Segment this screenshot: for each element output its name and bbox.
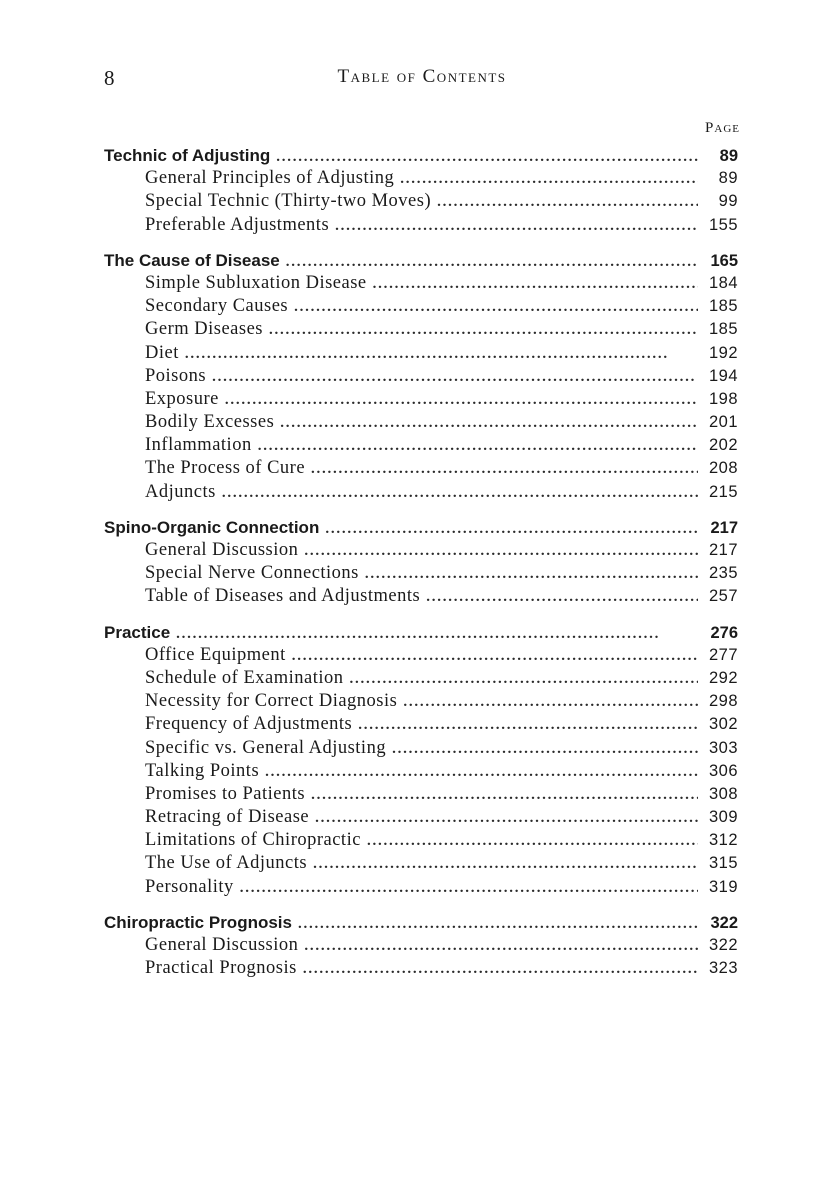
- toc-section: [104, 516, 738, 609]
- toc-chapter-entry[interactable]: [104, 144, 738, 167]
- toc-chapter-entry-page-number: 276: [710, 623, 738, 642]
- toc-subentry-label: Bodily Excesses: [145, 412, 275, 433]
- toc-subentry-label: Simple Subluxation Disease: [145, 272, 367, 293]
- toc-subentry-page-number: 185: [708, 297, 738, 316]
- dot-leader: [367, 830, 698, 852]
- toc-subentry[interactable]: [104, 829, 738, 852]
- toc-subentry-label: Secondary Causes: [145, 296, 289, 317]
- dot-leader: [240, 877, 698, 899]
- toc-subentry[interactable]: [104, 388, 738, 411]
- toc-subentry[interactable]: [104, 167, 738, 190]
- toc-subentry-label: Necessity for Correct Diagnosis: [145, 691, 398, 712]
- toc-subentry[interactable]: [104, 295, 738, 318]
- table-of-contents: [104, 144, 738, 992]
- dot-leader: [426, 586, 698, 608]
- dot-leader: [437, 191, 698, 213]
- toc-subentry-label: The Use of Adjuncts: [145, 853, 308, 874]
- toc-subentry[interactable]: [104, 934, 738, 957]
- toc-subentry[interactable]: [104, 806, 738, 829]
- toc-subentry[interactable]: [104, 667, 738, 690]
- toc-subentry-label: Special Technic (Thirty-two Moves): [145, 191, 432, 212]
- toc-subentry-label: Frequency of Adjustments: [145, 714, 353, 735]
- toc-subentry-page-number: 309: [708, 808, 738, 827]
- dot-leader: [350, 668, 698, 690]
- toc-subentry-label: General Discussion: [145, 540, 299, 560]
- toc-subentry[interactable]: [104, 342, 738, 365]
- dot-leader: [304, 935, 698, 957]
- dot-leader: [176, 623, 698, 644]
- dot-leader: [315, 807, 698, 829]
- toc-subentry-page-number: 208: [708, 459, 738, 478]
- toc-chapter-entry-page-number: 89: [719, 147, 738, 165]
- toc-subentry-label: Poisons: [145, 365, 207, 386]
- toc-section: [104, 911, 738, 981]
- dot-leader: [258, 435, 698, 457]
- page-column-label: Page: [705, 120, 740, 136]
- toc-subentry-page-number: 306: [708, 761, 738, 780]
- toc-subentry-label: Retracing of Disease: [145, 807, 310, 828]
- toc-subentry[interactable]: [104, 365, 738, 388]
- toc-subentry-page-number: 235: [708, 564, 738, 583]
- toc-subentry[interactable]: [104, 783, 738, 806]
- toc-subentry-page-number: 308: [708, 784, 738, 803]
- toc-subentry-page-number: 322: [708, 936, 738, 954]
- toc-subentry-label: Adjuncts: [145, 481, 216, 502]
- toc-subentry-page-number: 319: [708, 877, 738, 896]
- toc-subentry-label: Personality: [145, 876, 234, 897]
- toc-subentry-page-number: 185: [708, 320, 738, 339]
- toc-subentry-page-number: 257: [708, 587, 738, 606]
- toc-subentry-label: General Discussion: [145, 935, 299, 955]
- toc-subentry-page-number: 89: [718, 169, 738, 188]
- dot-leader: [280, 412, 698, 434]
- toc-subentry-label: General Principles of Adjusting: [145, 168, 395, 189]
- toc-subentry-label: Germ Diseases: [145, 319, 263, 340]
- toc-chapter-entry[interactable]: [104, 249, 738, 272]
- toc-subentry-page-number: 277: [708, 645, 738, 664]
- toc-subentry-label: Limitations of Chiropractic: [145, 830, 361, 851]
- toc-chapter-entry-label: Chiropractic Prognosis: [104, 912, 292, 932]
- toc-section: [104, 144, 738, 237]
- toc-subentry[interactable]: [104, 644, 738, 667]
- toc-chapter-entry[interactable]: [104, 516, 738, 539]
- toc-chapter-entry-label: Practice: [104, 622, 171, 642]
- toc-subentry[interactable]: [104, 690, 738, 713]
- toc-subentry[interactable]: [104, 457, 738, 480]
- toc-subentry[interactable]: [104, 411, 738, 434]
- toc-subentry-page-number: 312: [708, 831, 738, 850]
- toc-subentry-label: The Process of Cure: [145, 458, 306, 479]
- toc-subentry[interactable]: [104, 876, 738, 899]
- dot-leader: [311, 784, 698, 806]
- running-head: [104, 66, 740, 96]
- dot-leader: [304, 540, 698, 562]
- dot-leader: [298, 913, 698, 934]
- toc-chapter-entry-label: Technic of Adjusting: [104, 146, 271, 165]
- dot-leader: [313, 853, 698, 875]
- dot-leader: [403, 691, 698, 713]
- toc-subentry-label: Exposure: [145, 388, 219, 409]
- dot-leader: [185, 343, 698, 365]
- dot-leader: [358, 714, 698, 736]
- toc-section: [104, 621, 738, 899]
- dot-leader: [265, 761, 698, 783]
- toc-subentry-label: Practical Prognosis: [145, 958, 297, 979]
- toc-subentry[interactable]: [104, 585, 738, 608]
- toc-subentry[interactable]: [104, 737, 738, 760]
- dot-leader: [225, 389, 698, 411]
- dot-leader: [373, 273, 698, 295]
- dot-leader: [286, 251, 698, 272]
- toc-chapter-entry-page-number: 217: [710, 518, 738, 537]
- toc-subentry[interactable]: [104, 318, 738, 341]
- toc-subentry-page-number: 298: [708, 692, 738, 711]
- toc-subentry-label: Talking Points: [145, 760, 260, 781]
- running-title: Table of Contents: [337, 66, 507, 87]
- toc-subentry-page-number: 194: [708, 366, 738, 385]
- toc-subentry-label: Office Equipment: [145, 644, 286, 665]
- toc-subentry-label: Table of Diseases and Adjustments: [145, 586, 421, 607]
- toc-subentry[interactable]: [104, 562, 738, 585]
- dot-leader: [392, 738, 698, 760]
- toc-subentry-page-number: 215: [708, 482, 738, 501]
- toc-subentry[interactable]: [104, 190, 738, 213]
- dot-leader: [294, 296, 698, 318]
- toc-subentry-page-number: 198: [708, 389, 738, 408]
- page-number: 8: [104, 66, 115, 90]
- toc-subentry-page-number: 217: [708, 541, 738, 559]
- toc-subentry[interactable]: [104, 713, 738, 736]
- toc-subentry[interactable]: [104, 760, 738, 783]
- dot-leader: [303, 958, 698, 980]
- toc-subentry[interactable]: [104, 957, 738, 980]
- toc-subentry-label: Specific vs. General Adjusting: [145, 737, 387, 758]
- dot-leader: [222, 482, 698, 504]
- toc-subentry[interactable]: [104, 539, 738, 562]
- toc-subentry-page-number: 323: [708, 959, 738, 978]
- toc-subentry-label: Preferable Adjustments: [145, 214, 330, 235]
- toc-chapter-entry-label: The Cause of Disease: [104, 250, 280, 270]
- toc-subentry-page-number: 303: [708, 738, 738, 757]
- toc-subentry-page-number: 201: [708, 413, 738, 432]
- dot-leader: [311, 458, 698, 480]
- toc-chapter-entry[interactable]: [104, 911, 738, 934]
- toc-subentry-label: Special Nerve Connections: [145, 563, 359, 584]
- toc-subentry-page-number: 302: [708, 715, 738, 734]
- toc-subentry-label: Schedule of Examination: [145, 667, 344, 688]
- toc-section: [104, 249, 738, 504]
- dot-leader: [325, 518, 698, 539]
- dot-leader: [335, 215, 698, 237]
- toc-chapter-entry-page-number: 322: [710, 913, 738, 932]
- toc-subentry[interactable]: [104, 481, 738, 504]
- dot-leader: [292, 645, 698, 667]
- toc-chapter-entry-page-number: 165: [710, 251, 738, 270]
- dot-leader: [365, 563, 698, 585]
- toc-subentry-label: Diet: [145, 342, 179, 363]
- toc-subentry-page-number: 99: [718, 192, 738, 211]
- toc-subentry-page-number: 292: [708, 668, 738, 687]
- toc-subentry-page-number: 202: [708, 436, 738, 455]
- toc-subentry-page-number: 184: [708, 273, 738, 292]
- toc-subentry[interactable]: [104, 272, 738, 295]
- toc-subentry-label: Inflammation: [145, 435, 252, 456]
- toc-subentry[interactable]: [104, 852, 738, 875]
- toc-subentry-page-number: 315: [708, 854, 738, 873]
- toc-chapter-entry[interactable]: [104, 621, 738, 644]
- dot-leader: [269, 319, 698, 341]
- dot-leader: [276, 146, 698, 167]
- toc-subentry[interactable]: [104, 214, 738, 237]
- dot-leader: [212, 366, 698, 388]
- toc-subentry-label: Promises to Patients: [145, 783, 306, 804]
- toc-subentry-page-number: 155: [708, 215, 738, 234]
- toc-chapter-entry-label: Spino-Organic Connection: [104, 517, 320, 537]
- toc-subentry[interactable]: [104, 434, 738, 457]
- dot-leader: [400, 168, 698, 190]
- toc-subentry-page-number: 192: [708, 343, 738, 362]
